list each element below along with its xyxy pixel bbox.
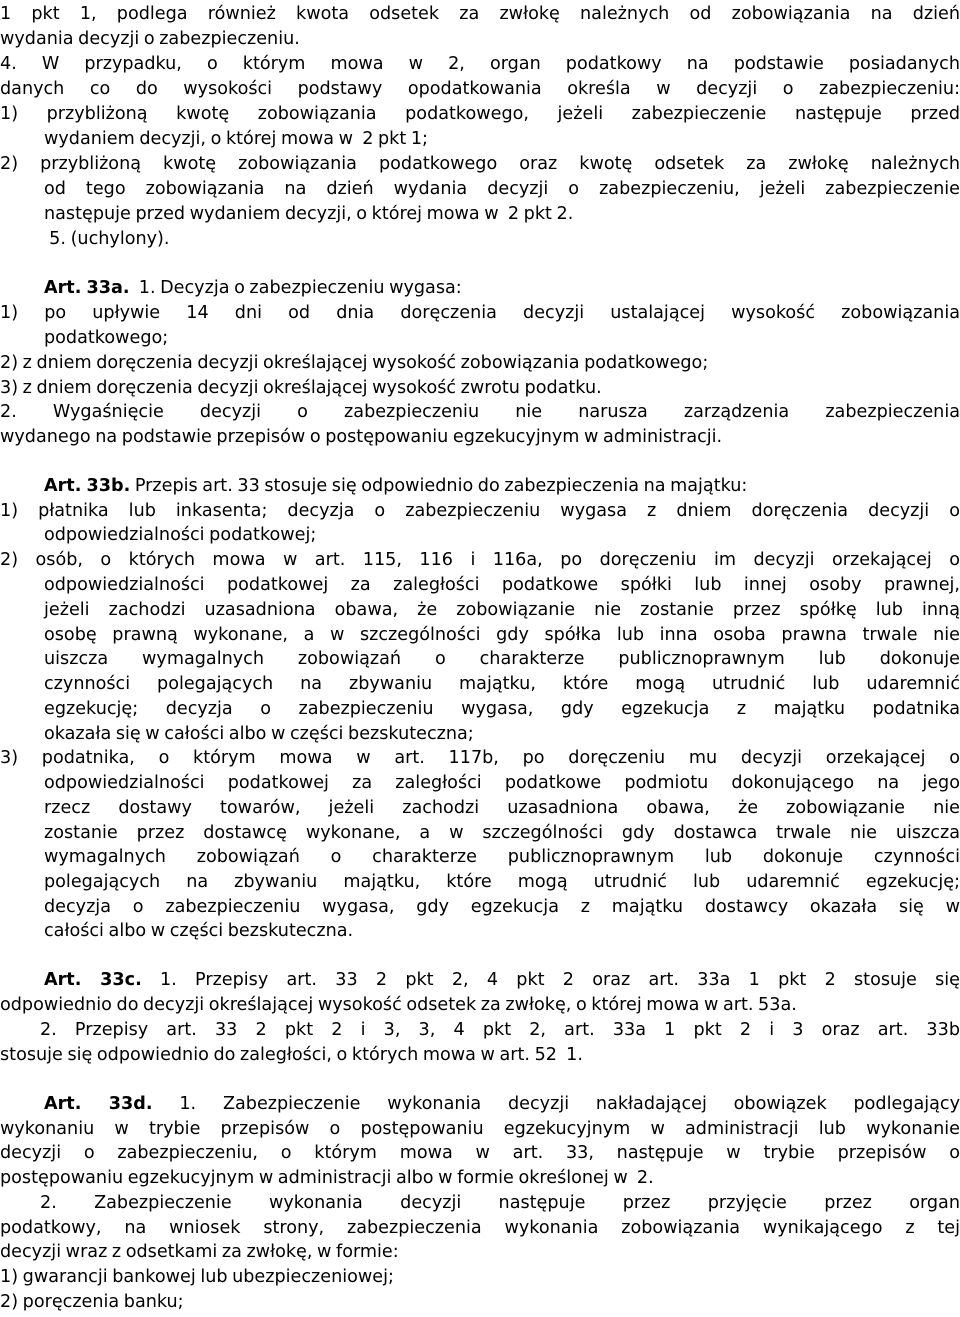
line-text: 1. Zabezpieczenie wykonania decyzji nakładającej obowiązek podlegający <box>152 1094 960 1114</box>
text-line <box>0 722 960 747</box>
text-line <box>0 523 960 548</box>
text-line <box>0 1043 960 1068</box>
text-line <box>0 1141 960 1166</box>
line-text: wykonaniu w trybie przepisów o postępowaniu egzekucyjnym w administracji lub wykonanie <box>0 1119 960 1139</box>
article-number: Art. 33b. <box>44 476 131 496</box>
text-line <box>0 202 960 227</box>
line-text: 1) płatnika lub inkasenta; decyzja o zabezpieczeniu wygasa z dniem doręczenia decyzji o <box>0 501 960 521</box>
line-text: 2) przybliżoną kwotę zobowiązania podatkowego oraz kwotę odsetek za zwłokę należnych <box>0 154 960 174</box>
text-line <box>0 1117 960 1142</box>
line-text: 2) osób, o których mowa w art. 115, 116 i 116a, po doręczeniu im decyzji orzekającej o <box>0 550 960 570</box>
text-line <box>0 821 960 846</box>
line-text: odpowiedzialności podatkowej za zaległości podatkowe podmiotu dokonującego na jego <box>44 773 960 793</box>
article-number: Art. 33d. <box>44 1094 153 1114</box>
line-text: 1. Przepisy art. 33 2 pkt 2, 4 pkt 2 oraz art. 33a 1 pkt 2 stosuje się <box>141 970 960 990</box>
line-text: postępowaniu egzekucyjnym w administracji albo w formie określonej w 2. <box>0 1168 654 1188</box>
text-line <box>0 376 960 401</box>
line-text: 5. (uchylony). <box>40 229 170 249</box>
text-line <box>0 993 960 1018</box>
line-text: wydaniem decyzji, o której mowa w 2 pkt 1; <box>44 129 428 149</box>
article-number: Art. 33c. <box>44 970 142 990</box>
line-text: wydania decyzji o zabezpieczeniu. <box>0 29 300 49</box>
text-line <box>0 1290 960 1315</box>
text-line <box>0 796 960 821</box>
text-line <box>0 227 960 252</box>
text-line <box>0 425 960 450</box>
text-line <box>0 845 960 870</box>
line-text: osobę prawną wykonane, a w szczególności gdy spółka lub inna osoba prawna trwale nie <box>44 625 960 645</box>
line-text: Przepis art. 33 stosuje się odpowiednio do zabezpieczenia na majątku: <box>130 476 748 496</box>
line-text: czynności polegających na zbywaniu majątku, które mogą utrudnić lub udaremnić <box>44 674 960 694</box>
text-line <box>0 326 960 351</box>
text-line <box>0 598 960 623</box>
line-text: okazała się w całości albo w części bezskuteczna; <box>44 724 474 744</box>
line-text: decyzji o zabezpieczeniu, o którym mowa w art. 33, następuje w trybie przepisów o <box>0 1143 960 1163</box>
text-line <box>0 27 960 52</box>
line-text: 2. Wygaśnięcie decyzji o zabezpieczeniu nie narusza zarządzenia zabezpieczenia <box>0 402 960 422</box>
text-line <box>0 1191 960 1216</box>
text-line <box>0 870 960 895</box>
line-text: 1. Decyzja o zabezpieczeniu wygasa: <box>129 278 462 298</box>
line-text: 2. Przepisy art. 33 2 pkt 2 i 3, 3, 4 pkt 2, art. 33a 1 pkt 2 i 3 oraz art. 33b <box>40 1020 960 1040</box>
article-heading <box>0 474 960 499</box>
line-text: odpowiednio do decyzji określającej wysokość odsetek za zwłokę, o której mowa w art. 53a. <box>0 995 797 1015</box>
line-text: decyzji wraz z odsetkami za zwłokę, w formie: <box>0 1242 399 1262</box>
text-line <box>0 77 960 102</box>
line-text: 1) przybliżoną kwotę zobowiązania podatkowego, jeżeli zabezpieczenie następuje przed <box>0 104 960 124</box>
line-text: 3) podatnika, o którym mowa w art. 117b, po doręczeniu mu decyzji orzekającej o <box>0 748 960 768</box>
text-line <box>0 647 960 672</box>
line-text: stosuje się odpowiednio do zaległości, o których mowa w art. 52 1. <box>0 1045 583 1065</box>
line-text: odpowiedzialności podatkowej; <box>44 525 317 545</box>
line-text: 1) po upływie 14 dni od dnia doręczenia decyzji ustalającej wysokość zobowiązania <box>0 303 960 323</box>
text-line <box>0 152 960 177</box>
text-line <box>0 548 960 573</box>
line-text: wymagalnych zobowiązań o charakterze publicznoprawnym lub dokonuje czynności <box>44 847 960 867</box>
line-text: następuje przed wydaniem decyzji, o której mowa w 2 pkt 2. <box>44 204 574 224</box>
line-text: od tego zobowiązania na dzień wydania decyzji o zabezpieczeniu, jeżeli zabezpieczenie <box>44 179 960 199</box>
text-line <box>0 301 960 326</box>
article-heading <box>0 276 960 301</box>
line-text: 1) gwarancji bankowej lub ubezpieczeniowej; <box>0 1267 394 1287</box>
text-line <box>0 127 960 152</box>
line-text: 4. W przypadku, o którym mowa w 2, organ podatkowy na podstawie posiadanych <box>0 54 960 74</box>
article-heading <box>0 1092 960 1117</box>
line-text: rzecz dostawy towarów, jeżeli zachodzi uzasadniona obawa, że zobowiązanie nie <box>44 798 960 818</box>
line-text: podatkowego; <box>44 328 169 348</box>
text-line <box>0 1216 960 1241</box>
line-text: polegających na zbywaniu majątku, które mogą utrudnić lub udaremnić egzekucję; <box>44 872 960 892</box>
line-text: całości albo w części bezskuteczna. <box>44 921 354 941</box>
line-text: 1 pkt 1, podlega również kwota odsetek za zwłokę należnych od zobowiązania na dzień <box>0 4 960 24</box>
text-line <box>0 697 960 722</box>
text-line <box>0 2 960 27</box>
article-heading <box>0 968 960 993</box>
text-line <box>0 895 960 920</box>
line-text: odpowiedzialności podatkowej za zaległości podatkowe spółki lub innej osoby prawnej, <box>44 575 960 595</box>
text-line <box>0 1265 960 1290</box>
text-line <box>0 1166 960 1191</box>
line-text: zostanie przez dostawcę wykonane, a w szczególności gdy dostawca trwale nie uiszcza <box>44 823 960 843</box>
text-line <box>0 771 960 796</box>
text-line <box>0 919 960 944</box>
line-text: egzekucję; decyzja o zabezpieczeniu wygasa, gdy egzekucja z majątku podatnika <box>44 699 960 719</box>
text-line <box>0 351 960 376</box>
line-text: decyzja o zabezpieczeniu wygasa, gdy egzekucja z majątku dostawcy okazała się w <box>44 897 960 917</box>
text-line <box>0 52 960 77</box>
article-number: Art. 33a. <box>44 278 130 298</box>
text-line <box>0 499 960 524</box>
line-text: uiszcza wymagalnych zobowiązań o charakterze publicznoprawnym lub dokonuje <box>44 649 960 669</box>
line-text: 2) poręczenia banku; <box>0 1292 184 1312</box>
text-line <box>0 400 960 425</box>
line-text: 2) z dniem doręczenia decyzji określającej wysokość zobowiązania podatkowego; <box>0 353 709 373</box>
line-text: 3) z dniem doręczenia decyzji określającej wysokość zwrotu podatku. <box>0 378 602 398</box>
line-text: danych co do wysokości podstawy opodatkowania określa w decyzji o zabezpieczeniu: <box>0 79 960 99</box>
text-line <box>0 1240 960 1265</box>
text-line <box>0 102 960 127</box>
text-line <box>0 1018 960 1043</box>
text-line <box>0 177 960 202</box>
text-line <box>0 672 960 697</box>
line-text: podatkowy, na wniosek strony, zabezpieczenia wykonania zobowiązania wynikającego z tej <box>0 1218 960 1238</box>
line-text: jeżeli zachodzi uzasadniona obawa, że zobowiązanie nie zostanie przez spółkę lub inną <box>44 600 960 620</box>
text-line <box>0 573 960 598</box>
text-line <box>0 746 960 771</box>
text-line <box>0 623 960 648</box>
line-text: 2. Zabezpieczenie wykonania decyzji następuje przez przyjęcie przez organ <box>40 1193 960 1213</box>
line-text: wydanego na podstawie przepisów o postępowaniu egzekucyjnym w administracji. <box>0 427 723 447</box>
